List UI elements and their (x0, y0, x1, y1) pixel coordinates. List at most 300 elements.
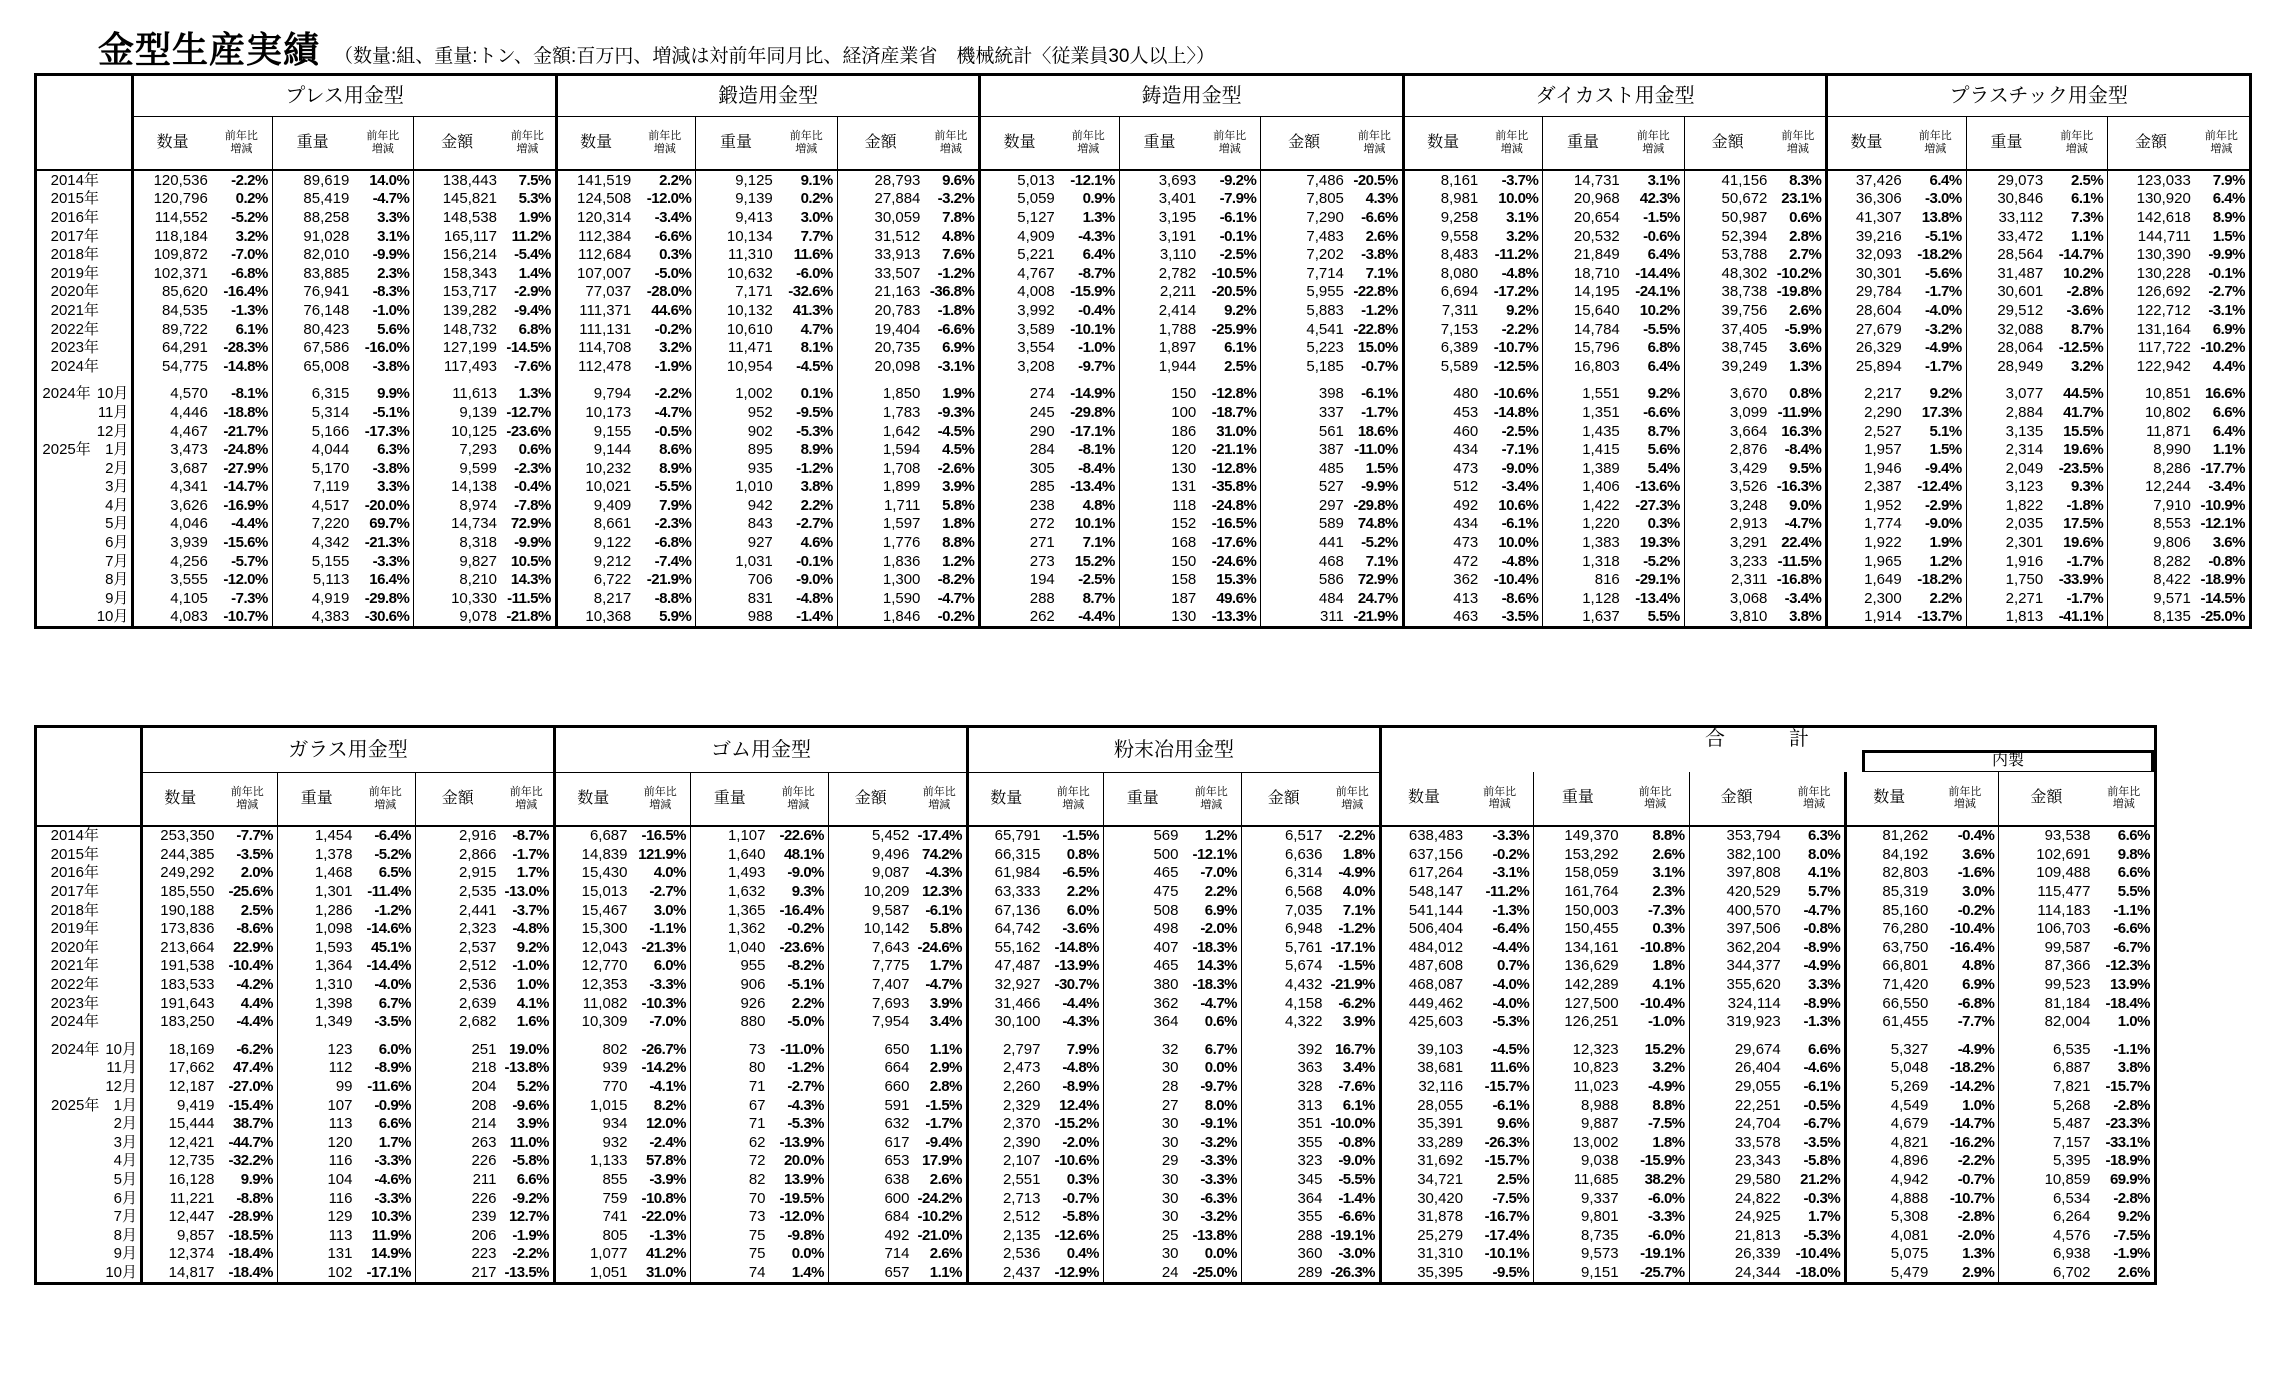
change-cell: 4.1% (1622, 975, 1690, 994)
gap-cell (2093, 1031, 2155, 1040)
gap-cell (1905, 376, 1967, 385)
change-cell: -1.7% (1905, 357, 1967, 376)
change-cell: -24.2% (913, 1189, 968, 1208)
gap-cell (555, 1031, 631, 1040)
change-cell: -15.7% (1466, 1077, 1534, 1096)
value-cell: 485 (1318, 459, 1344, 477)
qty-header: 数量 (1827, 117, 1905, 171)
change-cell: 2.2% (1905, 589, 1967, 608)
value-cell: 251 (471, 1040, 497, 1058)
change-cell: -3.4% (1770, 589, 1826, 608)
gap-cell (1827, 376, 1905, 385)
value-cell: 30,420 (1381, 1189, 1467, 1208)
change-cell: 2.9% (913, 1059, 968, 1078)
change-cell: 7.9% (1044, 1040, 1104, 1059)
change-cell: -7.7% (218, 826, 278, 846)
change-cell: -6.8% (1931, 994, 1999, 1013)
row-year: 2016年 (50, 208, 99, 226)
value-cell: 20,735 (874, 339, 921, 357)
change-cell: 22.9% (218, 938, 278, 957)
value-cell: 66,315 (968, 845, 1044, 864)
value-cell: 512 (1403, 478, 1481, 497)
change-cell: -0.8% (2194, 552, 2251, 571)
value-cell: 9,409 (556, 496, 634, 515)
value-cell: 1,944 (1158, 357, 1197, 375)
value-cell: 99,523 (2044, 976, 2091, 994)
value-cell: 91,028 (303, 227, 350, 245)
value-cell: 3,195 (1158, 208, 1197, 226)
value-cell: 1,783 (882, 403, 921, 421)
change-cell: -3.5% (218, 845, 278, 864)
value-cell: 2,314 (2005, 441, 2044, 459)
value-cell: 136,629 (1564, 957, 1619, 975)
row-label (36, 515, 133, 534)
value-cell: 26,329 (1827, 338, 1905, 357)
value-cell: 3,110 (1159, 246, 1197, 264)
row-year: 2019年 (50, 264, 99, 282)
change-cell: -5.8% (500, 1152, 555, 1171)
gap-cell (769, 1031, 829, 1040)
change-cell: 0.0% (1182, 1245, 1242, 1264)
value-cell: 4,517 (311, 496, 350, 514)
value-cell: 413 (1403, 589, 1481, 608)
gap-cell (1261, 376, 1347, 385)
change-cell: -16.9% (211, 496, 273, 515)
change-cell: -4.4% (218, 1012, 278, 1031)
value-cell: 617,264 (1381, 864, 1467, 883)
change-cell: 19.0% (500, 1040, 555, 1059)
change-cell: -12.3% (2093, 957, 2155, 976)
value-cell: 87,366 (2044, 957, 2091, 975)
gap-cell (1622, 1031, 1690, 1040)
change-cell: -12.7% (500, 403, 556, 422)
change-cell: 8.8% (1622, 1096, 1690, 1115)
change-header (2093, 772, 2155, 826)
change-cell: 48.1% (769, 845, 829, 864)
change-cell: -8.7% (500, 826, 555, 846)
value-cell: 3,554 (980, 338, 1058, 357)
change-cell: -6.6% (2093, 919, 2155, 938)
value-cell: 4,446 (133, 403, 211, 422)
change-cell: 47.4% (218, 1059, 278, 1078)
change-cell: 3.1% (1622, 864, 1690, 883)
change-cell: -5.5% (1623, 320, 1685, 339)
change-cell: -1.1% (2093, 901, 2155, 920)
value-cell: 8,422 (2153, 571, 2191, 589)
change-header-line1: 前年比 (781, 785, 815, 798)
change-cell: -2.0% (1931, 1226, 1999, 1245)
change-header-line1: 前年比 (1781, 130, 1815, 143)
value-cell: 37,405 (1721, 320, 1768, 338)
change-cell: 3.4% (1326, 1059, 1381, 1078)
change-cell: 41.7% (2046, 403, 2108, 422)
table-row (36, 1207, 2156, 1226)
change-cell: -4.9% (1622, 1077, 1690, 1096)
change-cell: -13.5% (500, 1263, 555, 1283)
change-cell: 7.5% (500, 170, 556, 190)
value-cell: 4,046 (133, 515, 211, 534)
value-cell: 116 (328, 1189, 353, 1207)
change-cell: 4.4% (218, 994, 278, 1013)
change-cell: -11.0% (1347, 440, 1403, 459)
value-cell: 4,767 (980, 264, 1058, 283)
change-cell: -0.5% (1784, 1096, 1846, 1115)
change-cell: -12.6% (1044, 1226, 1104, 1245)
weight-header: 重量 (1143, 134, 1176, 151)
value-cell: 4,896 (1846, 1152, 1932, 1171)
value-cell: 4,008 (980, 283, 1058, 302)
value-cell: 319,923 (1726, 1013, 1781, 1031)
value-cell: 935 (747, 459, 773, 477)
change-cell: -1.2% (923, 264, 979, 283)
value-cell: 617 (884, 1133, 910, 1151)
value-cell: 6,264 (2052, 1208, 2091, 1226)
value-cell: 2,537 (458, 938, 497, 956)
change-cell: -8.9% (1044, 1077, 1104, 1096)
value-cell: 77,037 (556, 283, 634, 302)
change-cell: -6.0% (776, 264, 838, 283)
change-cell: -3.0% (1905, 190, 1967, 209)
change-header-line1: 前年比 (230, 785, 264, 798)
value-cell: 1,640 (727, 845, 766, 863)
value-cell: 2,329 (968, 1096, 1044, 1115)
row-label (36, 320, 133, 339)
change-cell: -21.0% (913, 1226, 968, 1245)
change-cell: -21.7% (211, 422, 273, 441)
value-cell: 102,371 (133, 264, 211, 283)
value-cell: 1,836 (882, 552, 921, 570)
gap-cell (1846, 1031, 1932, 1040)
value-cell: 10,142 (863, 920, 910, 938)
change-cell: -15.7% (1466, 1152, 1534, 1171)
change-cell: 44.5% (2046, 385, 2108, 404)
change-cell: -3.6% (2046, 301, 2108, 320)
value-cell: 208 (471, 1096, 497, 1114)
value-cell: 33,472 (1997, 227, 2044, 245)
change-cell: -21.9% (634, 570, 696, 589)
value-cell: 638 (884, 1170, 910, 1188)
value-cell: 311 (1319, 608, 1344, 626)
change-cell: -22.8% (1347, 320, 1403, 339)
qty-header: 数量 (1846, 772, 1932, 826)
change-cell: 1.5% (1905, 440, 1967, 459)
change-cell: -9.0% (776, 570, 838, 589)
change-cell: -6.6% (923, 320, 979, 339)
value-cell: 328 (1297, 1078, 1323, 1096)
change-cell: -10.4% (1784, 1245, 1846, 1264)
change-cell: -1.3% (1784, 1012, 1846, 1031)
value-cell: 35,395 (1381, 1263, 1467, 1283)
change-cell: -4.6% (356, 1170, 416, 1189)
change-header (634, 117, 696, 171)
value-cell: 3,429 (1729, 459, 1768, 477)
change-header (923, 117, 979, 171)
change-header-line2: 増減 (653, 143, 676, 155)
value-cell: 20,654 (1573, 208, 1620, 226)
value-cell: 32,116 (1381, 1077, 1467, 1096)
value-cell: 156,214 (442, 246, 497, 264)
change-cell: 0.4% (1044, 1245, 1104, 1264)
value-cell: 9,587 (871, 901, 910, 919)
value-cell: 262 (980, 608, 1058, 628)
change-cell: 74.8% (1347, 515, 1403, 534)
change-cell: -2.5% (1199, 245, 1261, 264)
value-cell: 1,788 (1158, 320, 1197, 338)
change-cell: -28.0% (634, 283, 696, 302)
change-cell: 49.6% (1199, 589, 1261, 608)
change-cell: -9.4% (1905, 459, 1967, 478)
value-cell: 4,158 (1284, 994, 1323, 1012)
change-header-line2: 増減 (1802, 798, 1825, 811)
change-cell: -8.9% (1784, 994, 1846, 1013)
value-cell: 5,127 (980, 208, 1058, 227)
change-cell: -8.6% (218, 919, 278, 938)
gap-cell (1199, 376, 1261, 385)
change-cell: -4.8% (776, 589, 838, 608)
value-cell: 5,955 (1306, 283, 1344, 301)
value-cell: 112,684 (556, 245, 634, 264)
value-cell: 3,992 (980, 301, 1058, 320)
change-cell: 13.8% (1905, 208, 1967, 227)
value-cell: 5,048 (1846, 1059, 1932, 1078)
value-cell: 102,691 (2036, 845, 2091, 863)
row-month: 1月 (105, 441, 129, 459)
value-cell: 1,632 (727, 883, 766, 901)
group-header-row (36, 727, 2156, 773)
change-header (631, 772, 691, 826)
change-cell: -27.9% (211, 459, 273, 478)
value-cell: 183,533 (142, 975, 218, 994)
change-cell: 2.3% (352, 264, 414, 283)
change-cell: -10.4% (1481, 570, 1543, 589)
change-cell: 1.3% (500, 385, 556, 404)
change-cell: -3.5% (1481, 608, 1543, 628)
value-cell: 12,043 (555, 938, 631, 957)
value-cell: 213,664 (142, 938, 218, 957)
value-cell: 211 (472, 1170, 497, 1188)
value-cell: 194 (980, 570, 1058, 589)
change-cell: 19.6% (2046, 440, 2108, 459)
change-cell: -0.4% (1058, 301, 1120, 320)
value-cell: 600 (884, 1189, 910, 1207)
change-cell: -18.2% (1931, 1059, 1999, 1078)
change-cell: -4.8% (1481, 552, 1543, 571)
change-cell: 45.1% (356, 938, 416, 957)
change-cell: 9.8% (2093, 845, 2155, 864)
change-header (2194, 117, 2251, 171)
value-cell: 6,389 (1403, 338, 1481, 357)
change-cell: -3.5% (356, 1012, 416, 1031)
table-row (36, 975, 2156, 994)
change-cell: -3.4% (2194, 478, 2251, 497)
change-cell: -3.4% (634, 208, 696, 227)
row-month: 2月 (105, 459, 129, 477)
value-cell: 932 (555, 1133, 631, 1152)
change-cell: 18.6% (1347, 422, 1403, 441)
value-cell: 66,550 (1846, 994, 1932, 1013)
value-cell: 3,526 (1729, 478, 1768, 496)
change-cell: 7.8% (923, 208, 979, 227)
value-cell: 1,850 (882, 385, 921, 403)
change-cell: -24.8% (211, 440, 273, 459)
row-year: 2023年 (50, 994, 99, 1012)
change-cell: -5.8% (1784, 1152, 1846, 1171)
change-header-line1: 前年比 (1357, 130, 1391, 143)
change-cell: 3.2% (211, 227, 273, 246)
change-cell: 12.4% (1044, 1096, 1104, 1115)
change-cell: 16.6% (2194, 385, 2251, 404)
value-cell: 759 (555, 1189, 631, 1208)
value-cell: 63,333 (968, 882, 1044, 901)
value-cell: 9,794 (556, 385, 634, 404)
change-cell: 3.9% (923, 478, 979, 497)
value-cell: 100 (1171, 403, 1197, 421)
change-cell: -4.8% (1044, 1059, 1104, 1078)
value-cell: 4,083 (133, 608, 211, 628)
value-cell: 29,512 (1997, 301, 2044, 319)
change-cell: -17.1% (356, 1263, 416, 1283)
change-cell: 2.5% (2046, 170, 2108, 190)
value-cell: 2,390 (968, 1133, 1044, 1152)
value-cell: 150 (1171, 385, 1197, 403)
value-cell: 5,308 (1846, 1207, 1932, 1226)
change-cell: -16.4% (1931, 938, 1999, 957)
value-cell: 3,626 (133, 496, 211, 515)
corner-cell (36, 75, 133, 171)
row-year: 2021年 (50, 301, 99, 319)
value-cell: 4,341 (133, 478, 211, 497)
value-cell: 1,365 (727, 901, 766, 919)
change-cell: 3.8% (1770, 608, 1826, 628)
change-cell: -9.9% (2194, 245, 2251, 264)
change-cell: -6.0% (1622, 1226, 1690, 1245)
change-cell: -3.5% (1784, 1133, 1846, 1152)
change-cell: -2.0% (1182, 919, 1242, 938)
change-cell: -22.6% (769, 826, 829, 846)
change-cell: -23.5% (2046, 459, 2108, 478)
change-cell: -29.8% (352, 589, 414, 608)
change-cell: 0.8% (1770, 385, 1826, 404)
value-cell: 569 (1104, 826, 1182, 846)
row-label (36, 245, 133, 264)
value-cell: 805 (555, 1226, 631, 1245)
value-cell: 111,371 (556, 301, 634, 320)
value-cell: 28,564 (1997, 246, 2044, 264)
value-cell: 1,220 (1582, 515, 1620, 533)
change-cell: -12.9% (1044, 1263, 1104, 1283)
value-cell: 8,990 (2153, 441, 2191, 459)
corner-cell (36, 727, 142, 826)
value-cell: 130 (1171, 608, 1197, 626)
change-cell: -2.2% (1931, 1152, 1999, 1171)
value-cell: 73 (748, 1208, 766, 1226)
change-cell: -9.4% (500, 301, 556, 320)
value-cell: 7,775 (871, 957, 910, 975)
change-cell: 3.6% (1931, 845, 1999, 864)
value-cell: 5,589 (1403, 357, 1481, 376)
value-cell: 18,710 (1573, 264, 1620, 282)
value-cell: 355 (1297, 1133, 1323, 1151)
change-cell: 14.9% (356, 1245, 416, 1264)
change-cell: -0.1% (1199, 227, 1261, 246)
change-cell: 3.6% (2194, 533, 2251, 552)
value-cell: 1,383 (1582, 534, 1620, 552)
weight-header: 重量 (1567, 134, 1600, 151)
value-cell: 1,378 (314, 845, 353, 863)
change-cell: -6.2% (1326, 994, 1381, 1013)
value-cell: 392 (1297, 1040, 1323, 1058)
change-cell: -10.3% (631, 994, 691, 1013)
group-header: ゴム用金型 (555, 727, 968, 773)
value-cell: 34,721 (1381, 1170, 1467, 1189)
value-cell: 1,594 (882, 441, 921, 459)
gap-cell (356, 1031, 416, 1040)
change-cell: -4.8% (500, 919, 555, 938)
value-cell: 112,384 (556, 227, 634, 246)
change-cell: -5.2% (1347, 533, 1403, 552)
value-cell: 31,512 (874, 227, 921, 245)
change-cell: 6.9% (2194, 320, 2251, 339)
value-cell: 480 (1403, 385, 1481, 404)
change-cell: 2.2% (634, 170, 696, 190)
change-cell: -1.2% (769, 1059, 829, 1078)
change-cell: -10.6% (1481, 385, 1543, 404)
value-cell: 145,821 (442, 190, 497, 208)
change-cell: -2.2% (211, 170, 273, 190)
value-cell: 2,370 (968, 1114, 1044, 1133)
value-cell: 37,426 (1827, 170, 1905, 190)
change-cell: 2.5% (1199, 357, 1261, 376)
qty-header: 数量 (133, 117, 211, 171)
table-row (36, 227, 2251, 246)
value-cell: 3,068 (1729, 589, 1768, 607)
change-cell: 8.9% (776, 440, 838, 459)
change-cell: -0.1% (776, 552, 838, 571)
row-label (36, 608, 133, 628)
value-cell: 29,055 (1734, 1078, 1781, 1096)
change-cell: 1.9% (1905, 533, 1967, 552)
value-cell: 274 (980, 385, 1058, 404)
table-row (36, 1245, 2156, 1264)
value-cell: 14,195 (1573, 283, 1620, 301)
change-cell: 6.0% (356, 1040, 416, 1059)
change-cell: -24.6% (913, 938, 968, 957)
value-cell: 150,003 (1564, 901, 1619, 919)
change-cell: -1.9% (2093, 1245, 2155, 1264)
value-cell: 2,301 (2005, 534, 2044, 552)
value-cell: 71 (748, 1115, 766, 1133)
row-label (36, 1189, 142, 1208)
value-cell: 637,156 (1381, 845, 1467, 864)
value-cell: 31,487 (1997, 264, 2044, 282)
value-cell: 9,144 (556, 440, 634, 459)
change-cell: -3.7% (1481, 170, 1543, 190)
value-cell: 109,872 (133, 245, 211, 264)
gap-cell (133, 376, 211, 385)
value-cell: 589 (1318, 515, 1344, 533)
value-cell: 657 (884, 1263, 910, 1281)
value-cell: 487,608 (1381, 957, 1467, 976)
value-cell: 1,107 (691, 826, 769, 846)
change-cell: -6.1% (1784, 1077, 1846, 1096)
value-cell: 364 (1153, 1013, 1179, 1031)
qty-header: 数量 (968, 772, 1044, 826)
change-cell: -5.3% (1784, 1226, 1846, 1245)
change-cell: -20.0% (352, 496, 414, 515)
row-month: 2月 (113, 1115, 137, 1133)
change-cell: -5.0% (634, 264, 696, 283)
value-cell: 15,796 (1573, 339, 1620, 357)
